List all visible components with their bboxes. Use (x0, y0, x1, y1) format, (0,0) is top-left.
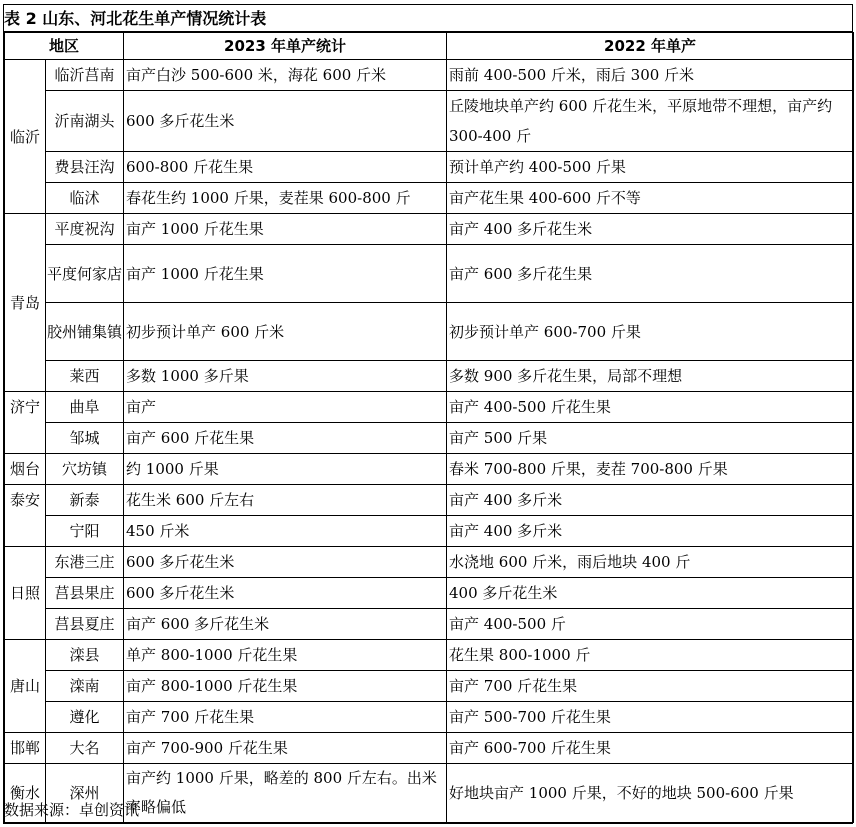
place-cell: 滦县 (46, 640, 124, 671)
yield-2022-cell: 春米 700-800 斤果，麦茬 700-800 斤果 (447, 454, 854, 485)
yield-2023-cell: 600 多斤花生米 (124, 578, 447, 609)
table-row (5, 392, 854, 423)
yield-2022-cell: 亩产 400 多斤米 (447, 485, 854, 516)
table-row (5, 516, 854, 547)
place-cell: 新泰 (46, 485, 124, 516)
yield-2023-cell: 春花生约 1000 斤果，麦茬果 600-800 斤 (124, 183, 447, 214)
yield-2023-cell: 600 多斤花生米 (124, 547, 447, 578)
place-cell: 穴坊镇 (46, 454, 124, 485)
data-source-note: 数据来源：卓创资讯 (4, 801, 140, 819)
yield-2023-cell: 亩产 700-900 斤花生果 (124, 733, 447, 764)
table-row (5, 152, 854, 183)
table-row (5, 303, 854, 361)
yield-table (4, 32, 854, 823)
table-row (5, 454, 854, 485)
place-cell: 莒县果庄 (46, 578, 124, 609)
table-row (5, 671, 854, 702)
yield-2022-cell: 雨前 400-500 斤米，雨后 300 斤米 (447, 60, 854, 91)
yield-2022-cell: 亩产 400 多斤米 (447, 516, 854, 547)
yield-2023-cell: 450 斤米 (124, 516, 447, 547)
table-row (5, 361, 854, 392)
yield-2023-cell: 600-800 斤花生果 (124, 152, 447, 183)
region-cell-qingdao: 青岛 (5, 214, 46, 392)
yield-2022-cell: 丘陵地块单产约 600 斤花生米，平原地带不理想，亩产约 300-400 斤 (447, 91, 854, 152)
region-cell-yantai: 烟台 (5, 454, 46, 485)
yield-2022-cell: 亩产 500 斤果 (447, 423, 854, 454)
place-cell: 平度何家店 (46, 245, 124, 303)
place-cell: 东港三庄 (46, 547, 124, 578)
yield-2023-cell: 初步预计单产 600 斤米 (124, 303, 447, 361)
yield-2022-cell: 预计单产约 400-500 斤果 (447, 152, 854, 183)
place-cell: 邹城 (46, 423, 124, 454)
header-2022: 2022 年单产 (447, 33, 854, 60)
region-cell-hengshui: 衡水 (5, 764, 46, 823)
table-row (5, 640, 854, 671)
region-cell-tangshan: 唐山 (5, 640, 46, 733)
header-2023: 2023 年单产统计 (124, 33, 447, 60)
yield-2022-cell: 亩产 600-700 斤花生果 (447, 733, 854, 764)
table-row (5, 91, 854, 152)
yield-2022-cell: 好地块亩产 1000 斤果，不好的地块 500-600 斤果 (447, 764, 854, 823)
yield-2022-cell: 花生果 800-1000 斤 (447, 640, 854, 671)
place-cell: 沂南湖头 (46, 91, 124, 152)
yield-2023-cell: 600 多斤花生米 (124, 91, 447, 152)
place-cell: 莒县夏庄 (46, 609, 124, 640)
yield-2022-cell: 亩产花生果 400-600 斤不等 (447, 183, 854, 214)
place-cell: 宁阳 (46, 516, 124, 547)
table-row (5, 578, 854, 609)
yield-2023-cell: 亩产 800-1000 斤花生果 (124, 671, 447, 702)
yield-2023-cell: 亩产 (124, 392, 447, 423)
table-row (5, 733, 854, 764)
table-row (5, 547, 854, 578)
yield-2023-cell: 亩产约 1000 斤果，略差的 800 斤左右。出米率略偏低 (124, 764, 447, 823)
table-row (5, 702, 854, 733)
place-cell: 临沭 (46, 183, 124, 214)
place-cell: 曲阜 (46, 392, 124, 423)
table-title: 表 2 山东、河北花生单产情况统计表 (4, 9, 267, 28)
yield-2023-cell: 亩产 600 多斤花生米 (124, 609, 447, 640)
yield-2022-cell: 水浇地 600 斤米，雨后地块 400 斤 (447, 547, 854, 578)
place-cell: 胶州铺集镇 (46, 303, 124, 361)
place-cell: 遵化 (46, 702, 124, 733)
yield-2023-cell: 亩产 1000 斤花生果 (124, 245, 447, 303)
yield-2023-cell: 单产 800-1000 斤花生果 (124, 640, 447, 671)
region-cell-handan: 邯郸 (5, 733, 46, 764)
table-row (5, 485, 854, 516)
yield-2022-cell: 亩产 400 多斤花生米 (447, 214, 854, 245)
place-cell: 莱西 (46, 361, 124, 392)
table-row (5, 423, 854, 454)
header-row (5, 33, 854, 60)
region-cell-taian: 泰安 (5, 485, 46, 547)
place-cell: 平度祝沟 (46, 214, 124, 245)
table-row (5, 214, 854, 245)
place-cell: 大名 (46, 733, 124, 764)
yield-2022-cell: 400 多斤花生米 (447, 578, 854, 609)
yield-2022-cell: 初步预计单产 600-700 斤果 (447, 303, 854, 361)
table-row (5, 609, 854, 640)
region-cell-jining: 济宁 (5, 392, 46, 454)
yield-2022-cell: 亩产 400-500 斤 (447, 609, 854, 640)
place-cell: 滦南 (46, 671, 124, 702)
place-cell: 深州 (46, 764, 124, 823)
region-cell-rizhao: 日照 (5, 547, 46, 640)
place-cell: 临沂莒南 (46, 60, 124, 91)
yield-2022-cell: 亩产 500-700 斤花生果 (447, 702, 854, 733)
yield-2022-cell: 多数 900 多斤花生果，局部不理想 (447, 361, 854, 392)
yield-2022-cell: 亩产 400-500 斤花生果 (447, 392, 854, 423)
yield-2023-cell: 亩产 1000 斤花生果 (124, 214, 447, 245)
yield-2022-cell: 亩产 600 多斤花生果 (447, 245, 854, 303)
table-row (5, 183, 854, 214)
yield-2023-cell: 花生米 600 斤左右 (124, 485, 447, 516)
yield-2023-cell: 亩产白沙 500-600 米，海花 600 斤米 (124, 60, 447, 91)
yield-2023-cell: 多数 1000 多斤果 (124, 361, 447, 392)
yield-2023-cell: 约 1000 斤果 (124, 454, 447, 485)
header-region: 地区 (5, 33, 124, 60)
region-cell-linyi: 临沂 (5, 60, 46, 214)
place-cell: 费县汪沟 (46, 152, 124, 183)
table-row (5, 60, 854, 91)
yield-2023-cell: 亩产 600 斤花生果 (124, 423, 447, 454)
yield-2023-cell: 亩产 700 斤花生果 (124, 702, 447, 733)
yield-2022-cell: 亩产 700 斤花生果 (447, 671, 854, 702)
table-row (5, 245, 854, 303)
